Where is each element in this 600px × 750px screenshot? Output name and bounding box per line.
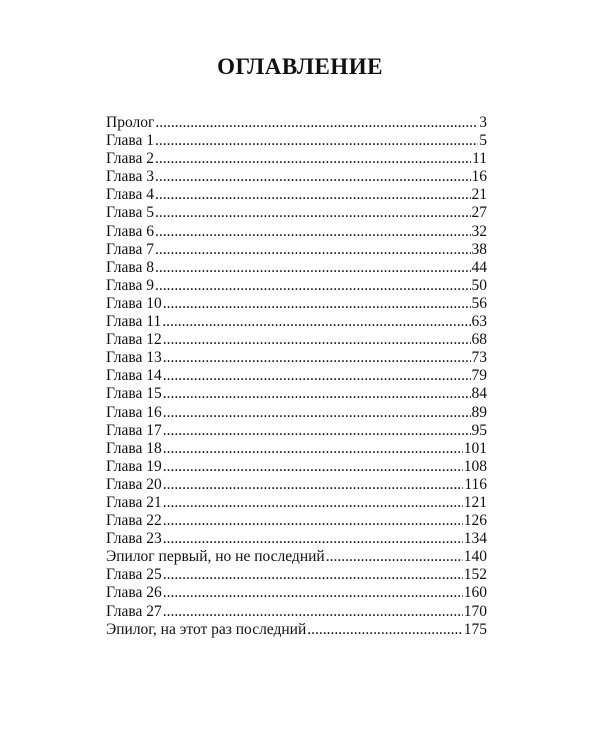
dot-leader (155, 168, 470, 186)
toc-entry-title: Глава 16 (106, 403, 162, 421)
toc-entry-title: Глава 21 (106, 493, 162, 511)
toc-entry-page-number: 170 (463, 602, 487, 620)
toc-entry-title: Глава 4 (106, 186, 155, 204)
toc-entry (106, 422, 487, 440)
toc-entry-title: Глава 7 (106, 240, 155, 258)
toc-entry-title: Глава 27 (106, 602, 162, 620)
toc-entry-page-number: 134 (463, 530, 487, 548)
toc-entry-title: Глава 11 (106, 313, 162, 331)
dot-leader (163, 440, 463, 458)
toc-entry (106, 385, 487, 403)
dot-leader (163, 295, 471, 313)
toc-entry (106, 494, 487, 512)
toc-entry-page-number: 38 (471, 240, 487, 258)
dot-leader (155, 132, 478, 150)
toc-entry (106, 168, 487, 186)
toc-entry (106, 204, 487, 222)
toc-entry (106, 295, 487, 313)
toc-entry-title: Эпилог, на этот раз последний (106, 620, 307, 638)
dot-leader (155, 150, 471, 168)
toc-entry (106, 530, 487, 548)
toc-entry-title: Глава 20 (106, 475, 162, 493)
dot-leader (163, 367, 471, 385)
toc-entry-page-number: 73 (471, 349, 487, 367)
toc-entry-title: Глава 19 (106, 457, 162, 475)
dot-leader (155, 259, 470, 277)
toc-entry-page-number: 175 (463, 620, 487, 638)
toc-entry (106, 349, 487, 367)
toc-entry (106, 566, 487, 584)
toc-entry (106, 277, 487, 295)
toc-entry-page-number: 121 (463, 493, 487, 511)
toc-entry (106, 241, 487, 259)
toc-entry (106, 476, 487, 494)
dot-leader (163, 349, 471, 367)
toc-entry-page-number: 68 (471, 331, 487, 349)
dot-leader (163, 512, 463, 530)
toc-entry-page-number: 44 (471, 258, 487, 276)
toc-entry-page-number: 5 (479, 132, 487, 150)
toc-entry-title: Глава 18 (106, 439, 162, 457)
dot-leader (155, 186, 470, 204)
toc-entry-page-number: 63 (471, 313, 487, 331)
toc-entry-page-number: 16 (471, 168, 487, 186)
toc-entry-page-number: 108 (463, 457, 487, 475)
toc-entry-title: Глава 13 (106, 349, 162, 367)
toc-entry (106, 404, 487, 422)
toc-entry-title: Глава 3 (106, 168, 155, 186)
dot-leader (162, 313, 470, 331)
toc-entry-page-number: 3 (479, 114, 487, 131)
toc-entry-title: Глава 14 (106, 367, 162, 385)
toc-entry-page-number: 32 (471, 222, 487, 240)
toc-entry (106, 223, 487, 241)
toc-entry-title: Глава 22 (106, 512, 162, 530)
toc-entry-title: Глава 12 (106, 331, 162, 349)
toc-entry-title: Глава 6 (106, 222, 155, 240)
dot-leader (155, 223, 470, 241)
toc-entry-page-number: 126 (463, 512, 487, 530)
toc-entry-page-number: 95 (471, 421, 487, 439)
toc-entry (106, 114, 487, 132)
toc-entry-page-number: 56 (471, 294, 487, 312)
toc-entry (106, 150, 487, 168)
toc-entry-page-number: 11 (472, 150, 487, 168)
dot-leader (155, 277, 470, 295)
toc-entry-title: Глава 15 (106, 385, 162, 403)
dot-leader (163, 584, 463, 602)
dot-leader (155, 114, 478, 132)
toc-entry-title: Глава 9 (106, 276, 155, 294)
toc-entry (106, 186, 487, 204)
toc-entry (106, 512, 487, 530)
toc-entry-page-number: 140 (463, 548, 487, 566)
dot-leader (163, 385, 471, 403)
toc-entry (106, 367, 487, 385)
toc-entry-title: Глава 2 (106, 150, 155, 168)
dot-leader (163, 458, 463, 476)
dot-leader (307, 621, 462, 639)
toc-entry-title: Глава 26 (106, 584, 162, 602)
toc-entry-page-number: 116 (464, 475, 487, 493)
toc-entry (106, 132, 487, 150)
dot-leader (163, 404, 471, 422)
toc-entry-title: Глава 17 (106, 421, 162, 439)
toc-entry-page-number: 89 (471, 403, 487, 421)
dot-leader (163, 331, 471, 349)
dot-leader (163, 494, 463, 512)
toc-entry-title: Глава 1 (106, 132, 155, 150)
toc-entry-title: Глава 23 (106, 530, 162, 548)
toc-entry (106, 259, 487, 277)
dot-leader (163, 566, 463, 584)
toc-entry (106, 621, 487, 639)
page-title: ОГЛАВЛЕНИЕ (217, 54, 383, 79)
toc-entry (106, 603, 487, 621)
toc-entry (106, 313, 487, 331)
toc-entry (106, 440, 487, 458)
toc-entry (106, 584, 487, 602)
dot-leader (163, 476, 464, 494)
dot-leader (326, 548, 463, 566)
toc-entry-title: Глава 10 (106, 294, 162, 312)
toc-entry-title: Глава 5 (106, 204, 155, 222)
toc-entry-page-number: 101 (463, 439, 487, 457)
toc-entry-page-number: 21 (471, 186, 487, 204)
dot-leader (155, 204, 470, 222)
table-of-contents (106, 114, 487, 639)
toc-entry-title: Эпилог первый, но не последний (106, 548, 325, 566)
toc-entry-page-number: 50 (471, 276, 487, 294)
toc-entry-title: Глава 25 (106, 566, 162, 584)
toc-entry (106, 548, 487, 566)
toc-entry-page-number: 27 (471, 204, 487, 222)
toc-entry (106, 331, 487, 349)
toc-entry-page-number: 79 (471, 367, 487, 385)
dot-leader (163, 530, 463, 548)
toc-entry-page-number: 84 (471, 385, 487, 403)
toc-entry-title: Пролог (106, 114, 155, 131)
dot-leader (163, 603, 463, 621)
toc-entry-page-number: 160 (463, 584, 487, 602)
toc-entry-page-number: 152 (463, 566, 487, 584)
dot-leader (163, 422, 471, 440)
dot-leader (155, 241, 470, 259)
toc-entry (106, 458, 487, 476)
toc-entry-title: Глава 8 (106, 258, 155, 276)
